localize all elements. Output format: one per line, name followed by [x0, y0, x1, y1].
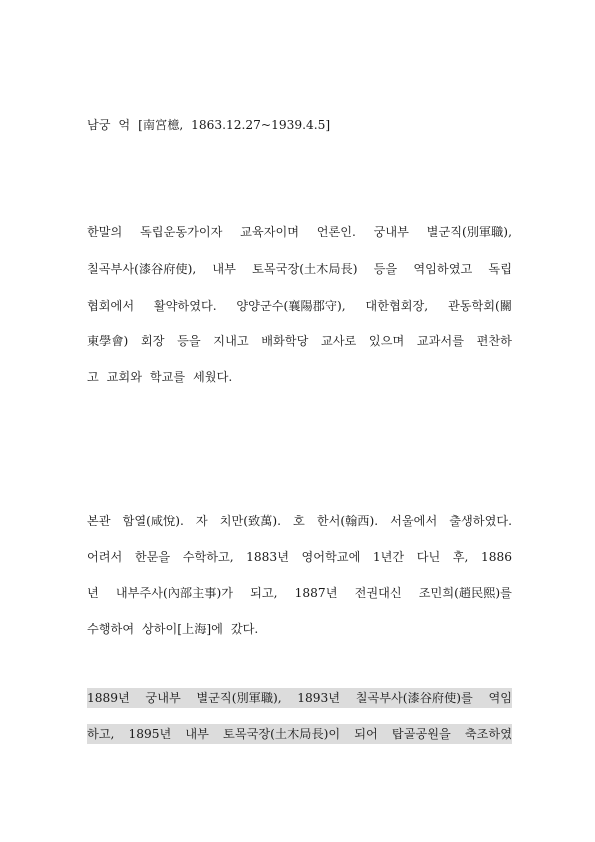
- word: 있으며: [368, 334, 405, 348]
- word: 하고,: [87, 727, 115, 741]
- word: 서울에서: [390, 514, 438, 528]
- word: 활약하였다.: [153, 299, 217, 313]
- word: 교사로: [320, 334, 357, 348]
- word: 치만(致萬).: [219, 514, 281, 528]
- word: 후,: [452, 550, 469, 564]
- word: 편찬하: [476, 334, 512, 348]
- word: 자: [195, 514, 208, 528]
- word: 역임: [488, 691, 512, 705]
- paragraph-line: [87, 726, 512, 742]
- paragraph-line: 수행하여 상하이[上海]에 갔다.: [87, 622, 259, 636]
- word: 년: [87, 586, 99, 600]
- word: 관동학회(關: [447, 299, 512, 313]
- word: 등을: [373, 262, 398, 276]
- word: 1886: [480, 550, 512, 564]
- paragraph-line: [87, 585, 512, 601]
- paragraph-line: [87, 261, 512, 277]
- word: 1889년: [87, 691, 130, 705]
- word: 협회에서: [87, 299, 135, 313]
- word: 궁내부: [145, 691, 181, 705]
- word: 내부: [185, 727, 209, 741]
- word: 토목국장(土木局長): [252, 262, 358, 276]
- word: 회장: [140, 334, 165, 348]
- paragraph-line: [87, 298, 512, 314]
- word: 한문을: [134, 550, 171, 564]
- word: 1년간: [372, 550, 405, 564]
- word: 영어학교에: [301, 550, 361, 564]
- word: 별군직(別軍職),: [426, 225, 512, 239]
- word: 1887년: [294, 586, 338, 600]
- word: 등을: [177, 334, 201, 348]
- paragraph-line: 고 교회와 학교를 세웠다.: [87, 370, 233, 384]
- word: 본관: [87, 514, 111, 528]
- word: 탑골공원을: [391, 727, 451, 741]
- word: 교과서를: [416, 334, 464, 348]
- word: 다닌: [416, 550, 441, 564]
- word: 양양군수(襄陽郡守),: [236, 299, 346, 313]
- word: 토목국장(土木局長)이: [223, 727, 341, 741]
- word: 호: [293, 514, 305, 528]
- word: 되고,: [250, 586, 278, 600]
- word: 1893년: [297, 691, 341, 705]
- paragraph-line: [87, 513, 512, 529]
- word: 독립: [488, 262, 512, 276]
- word: 칠곡부사(漆谷府使),: [87, 262, 197, 276]
- word: 출생하였다.: [449, 514, 512, 528]
- word: 독립운동가이자: [140, 225, 223, 239]
- word: 한서(翰西).: [316, 514, 379, 528]
- word: 되어: [354, 727, 378, 741]
- word: 조민희(趙民熙)를: [418, 586, 512, 600]
- word: 수학하고,: [182, 550, 234, 564]
- word: 지내고: [213, 334, 249, 348]
- word: 축조하였: [464, 727, 512, 741]
- word: 대한협회장,: [365, 299, 429, 313]
- word: 언론인.: [316, 225, 356, 239]
- word: 東學會): [87, 334, 129, 348]
- paragraph-line: [87, 333, 512, 349]
- word: 내부: [212, 262, 236, 276]
- word: 역임하였고: [413, 262, 473, 276]
- word: 내부주사(內部主事)가: [115, 586, 234, 600]
- word: 1895년: [128, 727, 172, 741]
- word: 칠곡부사(漆谷府使)를: [355, 691, 473, 705]
- word: 1883년: [246, 550, 289, 564]
- word: 배화학당: [261, 334, 309, 348]
- paragraph-line: [87, 690, 512, 706]
- word: 한말의: [87, 225, 123, 239]
- paragraph-line: [87, 549, 512, 565]
- word: 교육자이며: [240, 225, 300, 239]
- word: 어려서: [87, 550, 123, 564]
- word: 별군직(別軍職),: [196, 691, 282, 705]
- document-title: 남궁 억 [南宮檍, 1863.12.27~1939.4.5]: [87, 118, 331, 132]
- word: 궁내부: [373, 225, 409, 239]
- paragraph-line: [87, 224, 512, 240]
- word: 전권대신: [354, 586, 402, 600]
- word: 함열(咸悅).: [122, 514, 184, 528]
